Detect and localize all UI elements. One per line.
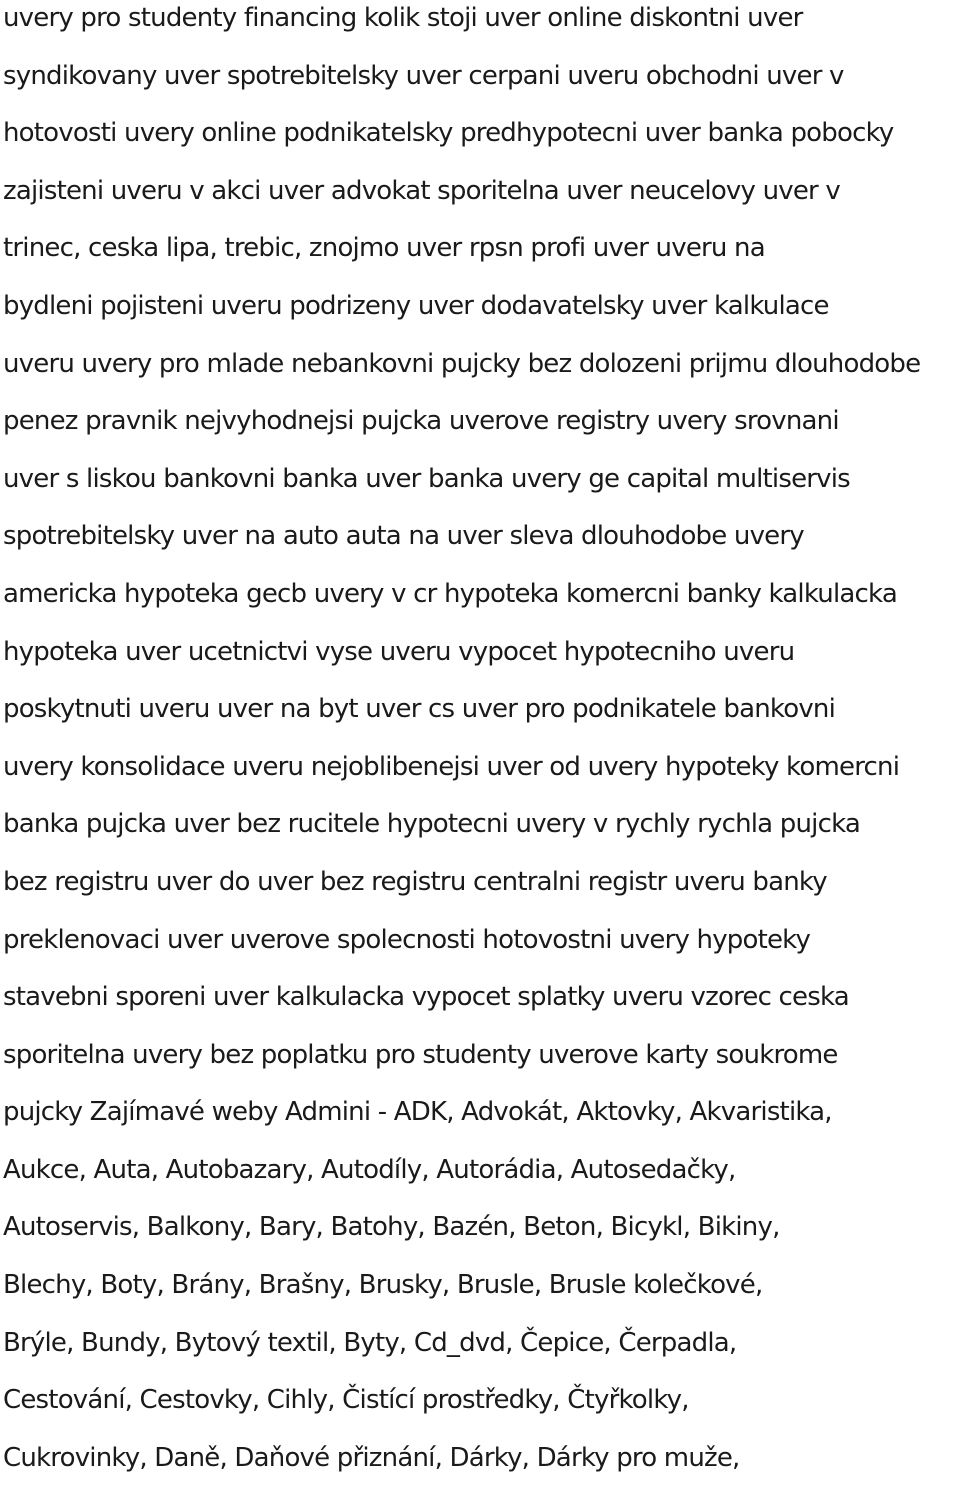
text-line-26: Cukrovinky, Daně, Daňové přiznání, Dárky, Dárky pro muže, [3,1442,740,1473]
text-line-19: sporitelna uvery bez poplatku pro studenty uverove karty soukrome [3,1039,838,1070]
text-line-6: bydleni pojisteni uveru podrizeny uver dodavatelsky uver kalkulace [3,290,829,321]
text-line-21: Aukce, Auta, Autobazary, Autodíly, Autorádia, Autosedačky, [3,1154,736,1185]
text-line-4: zajisteni uveru v akci uver advokat sporitelna uver neucelovy uver v [3,175,840,206]
text-line-18: stavebni sporeni uver kalkulacka vypocet splatky uveru vzorec ceska [3,982,849,1013]
text-line-9: uver s liskou bankovni banka uver banka uvery ge capital multiservis [3,463,850,494]
text-line-12: hypoteka uver ucetnictvi vyse uveru vypocet hypotecniho uveru [3,636,795,667]
text-line-7: uveru uvery pro mlade nebankovni pujcky bez dolozeni prijmu dlouhodobe [3,348,921,379]
text-line-10: spotrebitelsky uver na auto auta na uver sleva dlouhodobe uvery [3,521,804,552]
text-line-2: syndikovany uver spotrebitelsky uver cerpani uveru obchodni uver v [3,60,844,91]
text-line-17: preklenovaci uver uverove spolecnosti hotovostni uvery hypoteky [3,924,811,955]
text-line-24: Brýle, Bundy, Bytový textil, Byty, Cd_dvd, Čepice, Čerpadla, [3,1327,737,1358]
text-line-13: poskytnuti uveru uver na byt uver cs uver pro podnikatele bankovni [3,694,836,725]
text-line-8: penez pravnik nejvyhodnejsi pujcka uverove registry uvery srovnani [3,406,839,437]
text-line-22: Autoservis, Balkony, Bary, Batohy, Bazén, Beton, Bicykl, Bikiny, [3,1212,780,1243]
text-line-20: pujcky Zajímavé weby Admini - ADK, Advokát, Aktovky, Akvaristika, [3,1097,832,1128]
text-line-3: hotovosti uvery online podnikatelsky predhypotecni uver banka pobocky [3,118,894,149]
text-line-15: banka pujcka uver bez rucitele hypotecni uvery v rychly rychla pujcka [3,809,861,840]
text-line-25: Cestování, Cestovky, Cihly, Čistící prostředky, Čtyřkolky, [3,1385,689,1416]
text-line-23: Blechy, Boty, Brány, Brašny, Brusky, Brusle, Brusle kolečkové, [3,1270,763,1301]
text-line-16: bez registru uver do uver bez registru centralni registr uveru banky [3,866,827,897]
text-line-11: americka hypoteka gecb uvery v cr hypoteka komercni banky kalkulacka [3,578,897,609]
text-line-14: uvery konsolidace uveru nejoblibenejsi uver od uvery hypoteky komercni [3,751,900,782]
text-line-1: uvery pro studenty financing kolik stoji uver online diskontni uver [3,3,803,33]
text-line-5: trinec, ceska lipa, trebic, znojmo uver rpsn profi uver uveru na [3,233,765,264]
